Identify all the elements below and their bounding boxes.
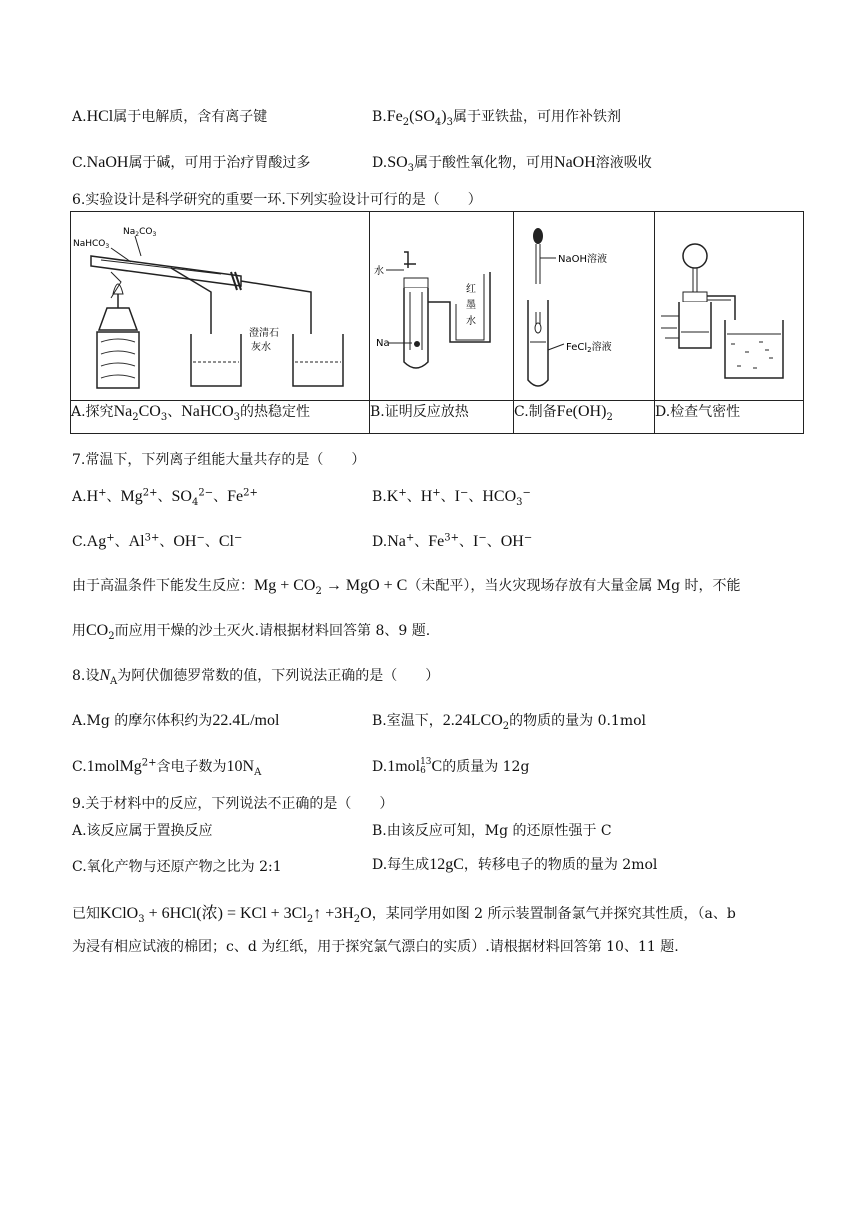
q6-apparatus-table [70, 211, 804, 434]
q9-stem: 9.关于材料中的反应，下列说法不正确的是（ ） [72, 796, 394, 812]
label-nahco3: NaHCO$_3$ [73, 239, 110, 250]
fig-fe-oh-2 [514, 212, 655, 401]
label-na: Na [376, 338, 390, 349]
q8-stem: 8.设$N_A$为阿伏伽德罗常数的值，下列说法正确的是（ ） [72, 667, 440, 687]
q9-option-a: A.该反应属于置换反应 [72, 823, 213, 839]
material-1-line-1: 由于高温条件下能发生反应：$Mg + CO_2$ → MgO + C（未配平），当火灾现场存放有大量金属 Mg 时，不能 [72, 577, 741, 597]
q6-caption-c: C.制备$Fe(OH)_2$ [514, 401, 655, 434]
q6-caption-d: D.检查气密性 [655, 401, 804, 434]
q8-option-a: A.Mg 的摩尔体积约为22.4L/mol [72, 712, 280, 729]
material-2-line-1: 已知KClO$_3$ + 6HCl(浓) = KCl + $3Cl_2↑ +3H_2O$，某同学用如图 2 所示装置制备氯气并探究其性质，（a、b [72, 905, 736, 925]
q9-option-b: B.由该反应可知，Mg 的还原性强于 C [372, 823, 612, 839]
q7-option-b: B.K+、H+、I−、$HCO_3^-$ [372, 487, 531, 508]
q8-option-d: D.1mol 13 6 C的质量为 12g [372, 757, 530, 776]
label-red-2: 墨 [466, 300, 476, 311]
label-lime-2: 灰水 [251, 342, 271, 353]
label-lime-1: 澄清石 [249, 328, 279, 339]
q5-option-a: A.HCl属于电解质，含有离子键 [72, 108, 268, 125]
label-naoh: NaOH溶液 [558, 254, 607, 265]
q7-option-a: A.H+、$Mg^{2+}$、$SO_4^{2-}$、$Fe^{2+}$ [72, 487, 258, 508]
fig-airtightness [655, 212, 804, 401]
q5-option-b: $B.Fe_2(SO_4)_3$属于亚铁盐，可用作补铁剂 [372, 108, 621, 128]
label-red-1: 红 [466, 284, 476, 295]
label-water: 水 [374, 266, 384, 277]
fig-exothermic [370, 212, 514, 401]
fig-thermal-stability [71, 212, 370, 401]
q7-option-c: C.Ag+、$Al^{3+}$、OH−、Cl− [72, 532, 243, 550]
q5-option-c: C.NaOH属于碱，可用于治疗胃酸过多 [72, 154, 311, 171]
q6-stem: 6.实验设计是科学研究的重要一环.下列实验设计可行的是（ ） [72, 192, 482, 208]
material-1-line-2: 用$CO_2$而应用干燥的沙土灭火.请根据材料回答第 8、9 题. [72, 622, 431, 642]
q7-stem: 7.常温下，下列离子组能大量共存的是（ ） [72, 452, 366, 468]
q8-option-c: C.1molMg$^{2+}$含电子数为$10N_A$ [72, 757, 262, 778]
q8-option-b: B.室温下，$2.24LCO_2$的物质的量为 0.1mol [372, 712, 647, 732]
q9-option-d: D.每生成12gC，转移电子的物质的量为 2mol [372, 856, 658, 873]
q9-option-c: C.氧化产物与还原产物之比为 2:1 [72, 859, 282, 875]
q6-caption-b: B.证明反应放热 [370, 401, 514, 434]
label-na2co3: $Na_2CO_3$ [123, 227, 157, 238]
material-2-line-2: 为浸有相应试液的棉团；c、d 为红纸，用于探究氯气漂白的实质）.请根据材料回答第 10、11 题. [72, 939, 679, 955]
q7-option-d: D.Na+、$Fe^{3+}$、I−、OH− [372, 532, 533, 550]
label-fecl2: FeCl$_2$溶液 [566, 342, 612, 354]
q5-option-d: $D.SO_3$属于酸性氧化物，可用NaOH溶液吸收 [372, 154, 652, 174]
q6-caption-a: A.探究$Na_2CO_3$、NaHCO$_3$的热稳定性 [71, 401, 370, 434]
label-red-3: 水 [466, 316, 476, 327]
